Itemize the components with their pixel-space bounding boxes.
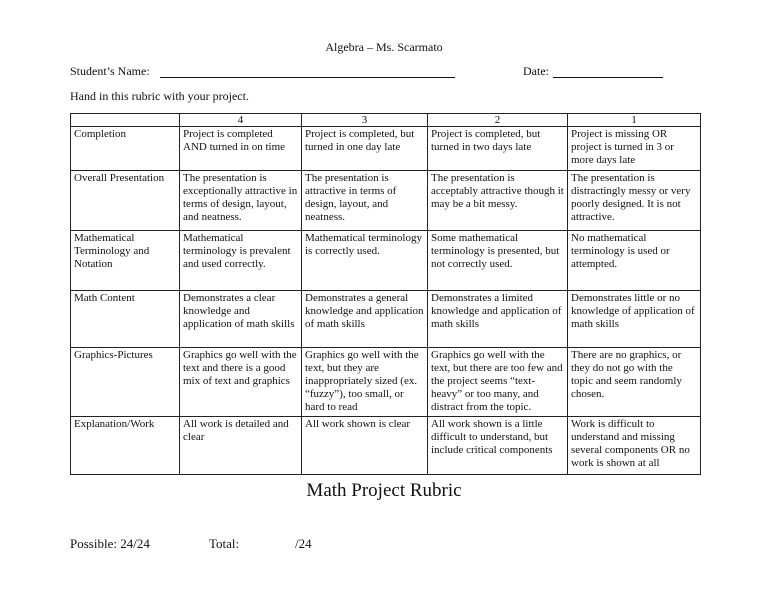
criteria-cell: Project is missing OR project is turned in 3 or more days late xyxy=(568,127,701,171)
document-title: Algebra – Ms. Scarmato xyxy=(325,40,443,54)
criteria-cell: All work shown is clear xyxy=(302,417,428,475)
criteria-cell: Demonstrates a limited knowledge and application of math skills xyxy=(428,291,568,348)
table-row xyxy=(71,417,701,475)
criteria-cell: Graphics go well with the text, but there are too few and the project seems “text-heavy” or too many, and distract from the topic. xyxy=(428,348,568,417)
student-name-field[interactable] xyxy=(160,77,455,78)
criteria-cell: The presentation is acceptably attractive though it may be a bit messy. xyxy=(428,171,568,231)
header-cell-score-3: 3 xyxy=(302,114,428,127)
table-row xyxy=(71,348,701,417)
criteria-cell: Some mathematical terminology is presented, but not correctly used. xyxy=(428,231,568,291)
criteria-cell: The presentation is attractive in terms of design, layout, and neatness. xyxy=(302,171,428,231)
header-cell-blank xyxy=(71,114,180,127)
student-name-label: Student’s Name: xyxy=(70,64,150,78)
criteria-cell: Project is completed, but turned in two days late xyxy=(428,127,568,171)
possible-points: Possible: 24/24 xyxy=(70,536,150,551)
criteria-cell: Mathematical terminology is prevalent and used correctly. xyxy=(180,231,302,291)
criteria-cell: No mathematical terminology is used or attempted. xyxy=(568,231,701,291)
category-cell: Overall Presentation xyxy=(71,171,180,231)
criteria-cell: Project is completed AND turned in on time xyxy=(180,127,302,171)
table-row xyxy=(71,231,701,291)
date-field[interactable] xyxy=(553,77,663,78)
criteria-cell: All work is detailed and clear xyxy=(180,417,302,475)
table-row xyxy=(71,291,701,348)
criteria-cell: Graphics go well with the text, but they are inappropriately sized (ex. “fuzzy”), too small, or hard to read xyxy=(302,348,428,417)
total-label: Total: xyxy=(209,536,240,551)
criteria-cell: Mathematical terminology is correctly used. xyxy=(302,231,428,291)
criteria-cell: Project is completed, but turned in one day late xyxy=(302,127,428,171)
criteria-cell: Demonstrates little or no knowledge of application of math skills xyxy=(568,291,701,348)
score-header-row xyxy=(71,114,701,127)
criteria-cell: The presentation is distractingly messy or very poorly designed. It is not attractive. xyxy=(568,171,701,231)
criteria-cell: Demonstrates a general knowledge and application of math skills xyxy=(302,291,428,348)
category-cell: Mathematical Terminology and Notation xyxy=(71,231,180,291)
date-label: Date: xyxy=(523,64,549,78)
header-cell-score-1: 1 xyxy=(568,114,701,127)
criteria-cell: There are no graphics, or they do not go with the topic and seem randomly chosen. xyxy=(568,348,701,417)
table-row xyxy=(71,127,701,171)
header-cell-score-2: 2 xyxy=(428,114,568,127)
header-cell-score-4: 4 xyxy=(180,114,302,127)
criteria-cell: Graphics go well with the text and there is a good mix of text and graphics xyxy=(180,348,302,417)
category-cell: Graphics-Pictures xyxy=(71,348,180,417)
criteria-cell: The presentation is exceptionally attractive in terms of design, layout, and neatness. xyxy=(180,171,302,231)
criteria-cell: All work shown is a little difficult to understand, but include critical components xyxy=(428,417,568,475)
rubric-table xyxy=(70,113,701,475)
category-cell: Completion xyxy=(71,127,180,171)
total-score-field[interactable]: /24 xyxy=(295,536,312,551)
criteria-cell: Demonstrates a clear knowledge and application of math skills xyxy=(180,291,302,348)
category-cell: Math Content xyxy=(71,291,180,348)
category-cell: Explanation/Work xyxy=(71,417,180,475)
rubric-title: Math Project Rubric xyxy=(306,480,462,501)
table-row xyxy=(71,171,701,231)
criteria-cell: Work is difficult to understand and missing several components OR no work is shown at all xyxy=(568,417,701,475)
instruction-text: Hand in this rubric with your project. xyxy=(70,89,249,103)
